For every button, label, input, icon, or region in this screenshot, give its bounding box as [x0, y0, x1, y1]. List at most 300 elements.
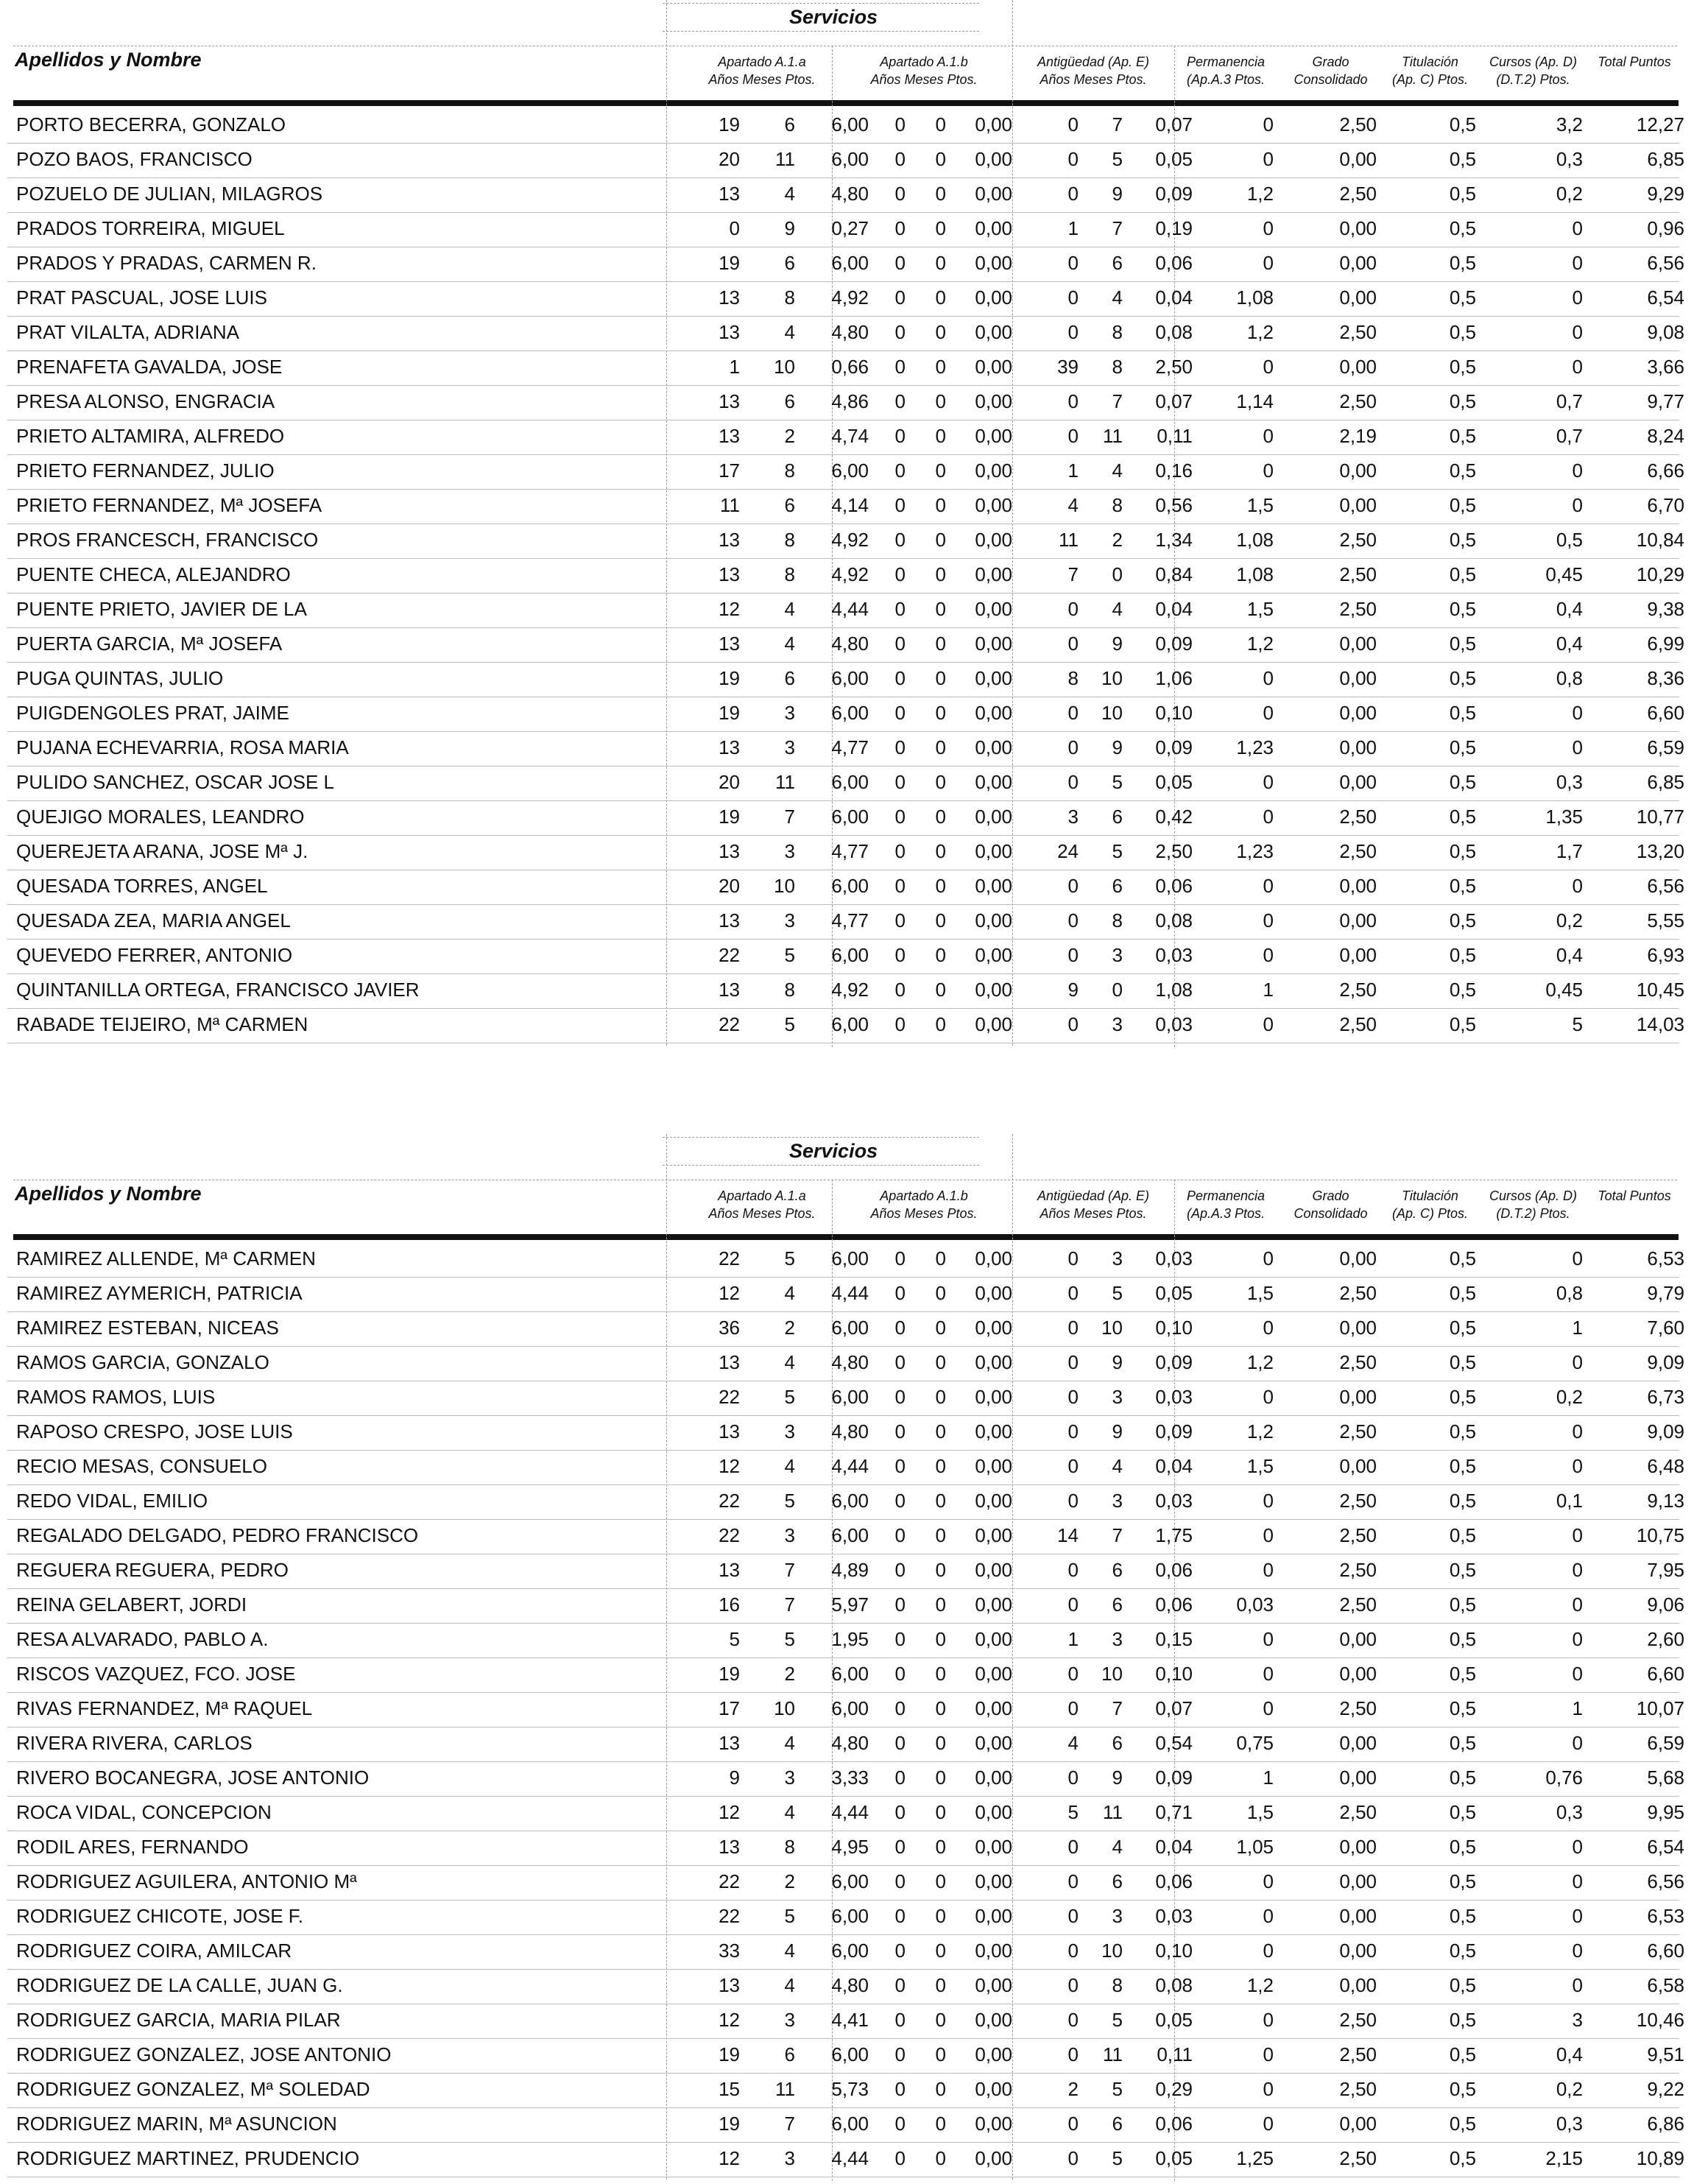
cell-grado: 2,50 — [1339, 183, 1377, 205]
cell-permanencia: 0 — [1263, 875, 1274, 897]
cell-titulacion: 0,5 — [1449, 2009, 1476, 2031]
cell-a1b-ptos: 0,00 — [975, 667, 1012, 689]
table-row — [0, 732, 1694, 767]
cell-a1a-ptos: 5,73 — [831, 2078, 869, 2100]
cell-a1b-meses: 0 — [935, 1420, 946, 1443]
cell-a1a-ptos: 6,00 — [831, 459, 869, 482]
cell-grado: 2,50 — [1339, 1282, 1377, 1304]
table-row — [0, 1935, 1694, 1970]
cell-antig-meses: 5 — [1112, 148, 1123, 170]
cell-a1a-anos: 13 — [719, 1974, 740, 1996]
cell-total: 6,58 — [1647, 1974, 1684, 1996]
cell-a1b-ptos: 0,00 — [975, 633, 1012, 655]
cell-a1b-anos: 0 — [894, 2009, 906, 2031]
cell-antig-ptos: 0,05 — [1155, 2009, 1193, 2031]
cell-a1a-meses: 5 — [784, 1905, 795, 1927]
cell-a1b-ptos: 0,00 — [975, 1697, 1012, 1719]
cell-antig-ptos: 0,08 — [1155, 1974, 1193, 1996]
table-row — [0, 1312, 1694, 1347]
cell-antig-anos: 0 — [1067, 2147, 1079, 2169]
cell-a1b-ptos: 0,00 — [975, 1628, 1012, 1650]
cell-a1b-anos: 0 — [894, 494, 906, 516]
cell-a1b-meses: 0 — [935, 633, 946, 655]
cell-a1b-anos: 0 — [894, 1317, 906, 1339]
cell-cursos: 0 — [1572, 1974, 1583, 1996]
column-header-a1b: Apartado A.1.b Años Meses Ptos. — [870, 54, 978, 87]
cell-a1b-meses: 0 — [935, 1455, 946, 1477]
cell-titulacion: 0,5 — [1449, 944, 1476, 966]
cell-a1b-anos: 0 — [894, 1628, 906, 1650]
cell-a1b-anos: 0 — [894, 979, 906, 1001]
cell-name: PRADOS TORREIRA, MIGUEL — [16, 217, 285, 239]
cell-a1a-meses: 4 — [784, 321, 795, 343]
cell-a1b-anos: 0 — [894, 217, 906, 239]
cell-permanencia: 0 — [1263, 356, 1274, 378]
cell-titulacion: 0,5 — [1449, 183, 1476, 205]
cell-a1a-anos: 13 — [719, 736, 740, 758]
table-row — [0, 1451, 1694, 1485]
cell-titulacion: 0,5 — [1449, 1386, 1476, 1408]
cell-antig-meses: 6 — [1112, 252, 1123, 274]
cell-antig-ptos: 0,05 — [1155, 771, 1193, 793]
cell-antig-anos: 0 — [1067, 2043, 1079, 2065]
cell-grado: 0,00 — [1339, 944, 1377, 966]
cell-grado: 2,50 — [1339, 529, 1377, 551]
cell-a1a-ptos: 4,44 — [831, 1282, 869, 1304]
cell-name: RODIL ARES, FERNANDO — [16, 1836, 249, 1858]
table-row — [0, 1693, 1694, 1727]
cell-antig-ptos: 0,09 — [1155, 1766, 1193, 1789]
cell-permanencia: 1,14 — [1236, 390, 1274, 412]
cell-a1b-anos: 0 — [894, 2043, 906, 2065]
cell-a1a-ptos: 6,00 — [831, 806, 869, 828]
cell-a1b-meses: 0 — [935, 1974, 946, 1996]
cell-total: 9,51 — [1647, 2043, 1684, 2065]
cell-antig-ptos: 1,75 — [1155, 1524, 1193, 1546]
cell-antig-ptos: 0,06 — [1155, 252, 1193, 274]
cell-cursos: 0 — [1572, 1905, 1583, 1927]
cell-a1b-ptos: 0,00 — [975, 598, 1012, 620]
cell-total: 9,06 — [1647, 1593, 1684, 1616]
cell-a1a-meses: 6 — [784, 494, 795, 516]
cell-antig-ptos: 0,10 — [1155, 1663, 1193, 1685]
table-row — [0, 559, 1694, 593]
cell-name: PORTO BECERRA, GONZALO — [16, 113, 286, 135]
table-row — [0, 178, 1694, 213]
cell-antig-meses: 6 — [1112, 2113, 1123, 2135]
cell-a1b-anos: 0 — [894, 563, 906, 585]
cell-total: 6,93 — [1647, 944, 1684, 966]
cell-a1b-meses: 0 — [935, 667, 946, 689]
cell-a1b-ptos: 0,00 — [975, 1282, 1012, 1304]
cell-a1a-ptos: 6,00 — [831, 1870, 869, 1892]
cell-a1a-ptos: 6,00 — [831, 1905, 869, 1927]
cell-total: 6,56 — [1647, 1870, 1684, 1892]
cell-name: RAMOS RAMOS, LUIS — [16, 1386, 216, 1408]
cell-antig-meses: 11 — [1103, 2043, 1123, 2065]
column-header-a1a: Apartado A.1.a Años Meses Ptos. — [708, 54, 816, 87]
cell-total: 7,60 — [1647, 1317, 1684, 1339]
cell-a1a-ptos: 6,00 — [831, 2043, 869, 2065]
table-row — [0, 420, 1694, 455]
cell-antig-ptos: 0,05 — [1155, 148, 1193, 170]
cell-grado: 2,50 — [1339, 113, 1377, 135]
cell-total: 0,96 — [1647, 217, 1684, 239]
cell-antig-meses: 9 — [1112, 1766, 1123, 1789]
cell-a1a-anos: 19 — [719, 252, 740, 274]
cell-antig-anos: 7 — [1067, 563, 1079, 585]
cell-a1b-ptos: 0,00 — [975, 979, 1012, 1001]
cell-a1b-meses: 0 — [935, 1593, 946, 1616]
cell-grado: 2,50 — [1339, 979, 1377, 1001]
cell-antig-ptos: 0,06 — [1155, 1559, 1193, 1581]
cell-name: PUGA QUINTAS, JULIO — [16, 667, 224, 689]
cell-grado: 0,00 — [1339, 875, 1377, 897]
cell-titulacion: 0,5 — [1449, 2113, 1476, 2135]
cell-antig-meses: 8 — [1112, 494, 1123, 516]
cell-a1a-anos: 19 — [719, 702, 740, 724]
cell-a1b-anos: 0 — [894, 252, 906, 274]
cell-a1b-ptos: 0,00 — [975, 1663, 1012, 1685]
cell-a1a-anos: 13 — [719, 1351, 740, 1373]
cell-a1b-anos: 0 — [894, 702, 906, 724]
cell-a1a-anos: 11 — [720, 494, 740, 516]
cell-antig-ptos: 0,10 — [1155, 1317, 1193, 1339]
cell-a1b-ptos: 0,00 — [975, 1420, 1012, 1443]
cell-a1b-anos: 0 — [894, 806, 906, 828]
table-row — [0, 490, 1694, 524]
cell-a1a-ptos: 4,92 — [831, 563, 869, 585]
cell-antig-ptos: 2,50 — [1155, 356, 1193, 378]
column-header-permanencia: Permanencia (Ap.A.3 Ptos. — [1186, 1188, 1266, 1221]
cell-antig-ptos: 0,09 — [1155, 1420, 1193, 1443]
cell-permanencia: 0 — [1263, 944, 1274, 966]
column-header-a1a: Apartado A.1.a Años Meses Ptos. — [708, 1188, 816, 1221]
cell-grado: 0,00 — [1339, 217, 1377, 239]
cell-permanencia: 1,08 — [1236, 286, 1274, 309]
cell-antig-anos: 4 — [1067, 1732, 1079, 1754]
cell-a1a-anos: 13 — [719, 321, 740, 343]
header-rule — [13, 1234, 1679, 1240]
cell-name: PRENAFETA GAVALDA, JOSE — [16, 356, 283, 378]
cell-a1a-anos: 13 — [719, 979, 740, 1001]
cell-cursos: 0,4 — [1556, 633, 1583, 655]
table-row — [0, 1347, 1694, 1381]
cell-a1a-meses: 6 — [784, 113, 795, 135]
cell-a1a-anos: 12 — [719, 2147, 740, 2169]
cell-a1a-meses: 2 — [784, 1870, 795, 1892]
cell-a1b-ptos: 0,00 — [975, 1836, 1012, 1858]
cell-grado: 2,50 — [1339, 1420, 1377, 1443]
cell-a1b-meses: 0 — [935, 1905, 946, 1927]
cell-a1b-meses: 0 — [935, 321, 946, 343]
cell-a1a-ptos: 4,44 — [831, 598, 869, 620]
cell-titulacion: 0,5 — [1449, 1836, 1476, 1858]
cell-antig-anos: 0 — [1067, 702, 1079, 724]
cell-a1a-anos: 13 — [719, 840, 740, 862]
cell-a1a-meses: 6 — [784, 390, 795, 412]
cell-a1a-ptos: 4,77 — [831, 736, 869, 758]
cell-grado: 0,00 — [1339, 1905, 1377, 1927]
cell-total: 6,56 — [1647, 875, 1684, 897]
cell-name: PRAT VILALTA, ADRIANA — [16, 321, 239, 343]
cell-permanencia: 1 — [1263, 1766, 1274, 1789]
cell-antig-ptos: 0,03 — [1155, 1490, 1193, 1512]
cell-cursos: 0,2 — [1556, 183, 1583, 205]
cell-a1a-anos: 12 — [719, 598, 740, 620]
cell-antig-ptos: 0,09 — [1155, 1351, 1193, 1373]
cell-cursos: 0 — [1572, 1663, 1583, 1685]
cell-a1a-ptos: 4,77 — [831, 909, 869, 931]
cell-titulacion: 0,5 — [1449, 840, 1476, 862]
table-row — [0, 593, 1694, 628]
cell-a1a-meses: 4 — [784, 1351, 795, 1373]
cell-permanencia: 0 — [1263, 1870, 1274, 1892]
cell-a1b-anos: 0 — [894, 1420, 906, 1443]
cell-antig-anos: 0 — [1067, 633, 1079, 655]
cell-antig-anos: 0 — [1067, 425, 1079, 447]
cell-antig-meses: 8 — [1112, 356, 1123, 378]
cell-a1a-meses: 3 — [784, 1420, 795, 1443]
cell-antig-meses: 3 — [1112, 944, 1123, 966]
cell-antig-meses: 5 — [1112, 2147, 1123, 2169]
cell-antig-anos: 0 — [1067, 286, 1079, 309]
cell-grado: 0,00 — [1339, 1628, 1377, 1650]
cell-antig-ptos: 0,04 — [1155, 1836, 1193, 1858]
cell-a1a-anos: 13 — [719, 529, 740, 551]
cell-antig-anos: 0 — [1067, 390, 1079, 412]
cell-antig-meses: 3 — [1112, 1905, 1123, 1927]
cell-total: 6,59 — [1647, 1732, 1684, 1754]
cell-total: 9,13 — [1647, 1490, 1684, 1512]
cell-permanencia: 0,03 — [1236, 1593, 1274, 1616]
cell-titulacion: 0,5 — [1449, 806, 1476, 828]
cell-titulacion: 0,5 — [1449, 1766, 1476, 1789]
cell-antig-anos: 1 — [1067, 459, 1079, 482]
cell-cursos: 0 — [1572, 1628, 1583, 1650]
cell-cursos: 0 — [1572, 1524, 1583, 1546]
cell-permanencia: 1,05 — [1236, 1836, 1274, 1858]
cell-cursos: 0 — [1572, 736, 1583, 758]
cell-a1b-anos: 0 — [894, 529, 906, 551]
cell-antig-meses: 6 — [1112, 1593, 1123, 1616]
cell-a1a-anos: 19 — [719, 113, 740, 135]
column-header-cursos: Cursos (Ap. D) (D.T.2) Ptos. — [1489, 1188, 1578, 1221]
cell-permanencia: 0 — [1263, 2113, 1274, 2135]
cell-grado: 2,50 — [1339, 321, 1377, 343]
cell-antig-ptos: 0,06 — [1155, 1870, 1193, 1892]
cell-a1a-anos: 22 — [719, 1905, 740, 1927]
cell-a1a-anos: 33 — [719, 1940, 740, 1962]
cell-antig-anos: 0 — [1067, 1905, 1079, 1927]
cell-titulacion: 0,5 — [1449, 217, 1476, 239]
header-rule — [13, 100, 1679, 106]
cell-a1b-meses: 0 — [935, 702, 946, 724]
cell-total: 9,77 — [1647, 390, 1684, 412]
cell-antig-meses: 8 — [1112, 1974, 1123, 1996]
cell-a1b-ptos: 0,00 — [975, 1801, 1012, 1823]
cell-a1b-meses: 0 — [935, 2147, 946, 2169]
cell-name: PUJANA ECHEVARRIA, ROSA MARIA — [16, 736, 349, 758]
cell-a1a-ptos: 6,00 — [831, 2113, 869, 2135]
cell-a1b-ptos: 0,00 — [975, 252, 1012, 274]
cell-grado: 0,00 — [1339, 1386, 1377, 1408]
table-row — [0, 905, 1694, 940]
cell-cursos: 3,2 — [1556, 113, 1583, 135]
table-row — [0, 974, 1694, 1009]
cell-antig-ptos: 0,10 — [1155, 1940, 1193, 1962]
cell-cursos: 0 — [1572, 1420, 1583, 1443]
cell-a1a-anos: 17 — [719, 459, 740, 482]
cell-name: PUENTE CHECA, ALEJANDRO — [16, 563, 291, 585]
cell-name: RODRIGUEZ GONZALEZ, JOSE ANTONIO — [16, 2043, 392, 2065]
cell-a1a-meses: 8 — [784, 459, 795, 482]
cell-a1a-ptos: 4,80 — [831, 1420, 869, 1443]
cell-name: RAMIREZ ALLENDE, Mª CARMEN — [16, 1247, 316, 1269]
cell-a1b-anos: 0 — [894, 1836, 906, 1858]
cell-a1a-ptos: 0,27 — [831, 217, 869, 239]
cell-antig-anos: 0 — [1067, 183, 1079, 205]
cell-a1b-ptos: 0,00 — [975, 1351, 1012, 1373]
cell-a1b-anos: 0 — [894, 1732, 906, 1754]
cell-titulacion: 0,5 — [1449, 1317, 1476, 1339]
cell-antig-anos: 8 — [1067, 667, 1079, 689]
cell-a1a-ptos: 4,92 — [831, 979, 869, 1001]
cell-antig-meses: 3 — [1112, 1490, 1123, 1512]
cell-a1a-ptos: 6,00 — [831, 1317, 869, 1339]
cell-cursos: 0,2 — [1556, 909, 1583, 931]
cell-antig-meses: 9 — [1112, 1351, 1123, 1373]
cell-titulacion: 0,5 — [1449, 1351, 1476, 1373]
cell-antig-meses: 5 — [1112, 840, 1123, 862]
cell-antig-anos: 0 — [1067, 1351, 1079, 1373]
cell-cursos: 0,76 — [1545, 1766, 1583, 1789]
cell-a1a-meses: 10 — [774, 1697, 795, 1719]
cell-antig-meses: 9 — [1112, 1420, 1123, 1443]
cell-antig-ptos: 0,03 — [1155, 1905, 1193, 1927]
cell-antig-ptos: 0,19 — [1155, 217, 1193, 239]
cell-antig-meses: 3 — [1112, 1013, 1123, 1035]
cell-a1a-ptos: 5,97 — [831, 1593, 869, 1616]
cell-a1b-anos: 0 — [894, 321, 906, 343]
cell-antig-meses: 7 — [1112, 113, 1123, 135]
cell-antig-anos: 1 — [1067, 217, 1079, 239]
cell-name: RODRIGUEZ AGUILERA, ANTONIO Mª — [16, 1870, 357, 1892]
cell-antig-meses: 5 — [1112, 1282, 1123, 1304]
cell-cursos: 0,4 — [1556, 2043, 1583, 2065]
cell-antig-anos: 0 — [1067, 944, 1079, 966]
cell-antig-meses: 6 — [1112, 806, 1123, 828]
cell-a1b-anos: 0 — [894, 736, 906, 758]
cell-total: 10,77 — [1636, 806, 1684, 828]
cell-a1b-anos: 0 — [894, 944, 906, 966]
table-row — [0, 2039, 1694, 2074]
cell-cursos: 1,35 — [1545, 806, 1583, 828]
cell-name: RODRIGUEZ GONZALEZ, Mª SOLEDAD — [16, 2078, 370, 2100]
table-row — [0, 1278, 1694, 1312]
column-header-permanencia: Permanencia (Ap.A.3 Ptos. — [1186, 54, 1266, 87]
cell-titulacion: 0,5 — [1449, 494, 1476, 516]
cell-a1a-anos: 12 — [719, 1282, 740, 1304]
cell-a1a-meses: 4 — [784, 1974, 795, 1996]
cell-total: 9,95 — [1647, 1801, 1684, 1823]
cell-total: 9,79 — [1647, 1282, 1684, 1304]
cell-a1a-anos: 5 — [729, 1628, 740, 1650]
cell-a1a-anos: 1 — [729, 356, 740, 378]
cell-total: 7,95 — [1647, 1559, 1684, 1581]
cell-total: 10,29 — [1636, 563, 1684, 585]
table-row — [0, 697, 1694, 732]
cell-a1a-meses: 7 — [784, 806, 795, 828]
table-row — [0, 1589, 1694, 1624]
cell-a1a-anos: 20 — [719, 771, 740, 793]
cell-a1b-anos: 0 — [894, 1455, 906, 1477]
cell-a1b-meses: 0 — [935, 1490, 946, 1512]
cell-name: RISCOS VAZQUEZ, FCO. JOSE — [16, 1663, 296, 1685]
cell-titulacion: 0,5 — [1449, 1801, 1476, 1823]
cell-permanencia: 1,5 — [1246, 1801, 1274, 1823]
cell-a1a-ptos: 6,00 — [831, 1013, 869, 1035]
cell-name: RODRIGUEZ CHICOTE, JOSE F. — [16, 1905, 304, 1927]
servicios-header: Servicios — [789, 1140, 878, 1162]
cell-grado: 2,19 — [1339, 425, 1377, 447]
cell-a1b-meses: 0 — [935, 1013, 946, 1035]
cell-a1b-ptos: 0,00 — [975, 148, 1012, 170]
cell-antig-meses: 10 — [1101, 667, 1123, 689]
table-row — [0, 628, 1694, 663]
cell-a1a-meses: 4 — [784, 1455, 795, 1477]
table-row — [0, 1658, 1694, 1693]
cell-permanencia: 0 — [1263, 909, 1274, 931]
cell-titulacion: 0,5 — [1449, 1628, 1476, 1650]
cell-a1b-anos: 0 — [894, 1247, 906, 1269]
cell-a1a-meses: 3 — [784, 736, 795, 758]
cell-a1b-ptos: 0,00 — [975, 286, 1012, 309]
cell-cursos: 0 — [1572, 875, 1583, 897]
cell-titulacion: 0,5 — [1449, 1490, 1476, 1512]
cell-antig-anos: 0 — [1067, 1940, 1079, 1962]
cell-a1a-anos: 13 — [719, 390, 740, 412]
cell-a1a-meses: 11 — [775, 771, 795, 793]
cell-a1b-anos: 0 — [894, 1282, 906, 1304]
column-header-total: Total Puntos — [1598, 54, 1671, 69]
cell-a1b-ptos: 0,00 — [975, 217, 1012, 239]
cell-a1a-ptos: 4,80 — [831, 1974, 869, 1996]
cell-grado: 0,00 — [1339, 1940, 1377, 1962]
cell-a1a-meses: 4 — [784, 183, 795, 205]
cell-a1a-anos: 17 — [719, 1697, 740, 1719]
cell-a1b-anos: 0 — [894, 1766, 906, 1789]
cell-antig-meses: 8 — [1112, 909, 1123, 931]
cell-name: REGALADO DELGADO, PEDRO FRANCISCO — [16, 1524, 419, 1546]
cell-a1b-meses: 0 — [935, 771, 946, 793]
cell-antig-anos: 0 — [1067, 1836, 1079, 1858]
cell-a1b-meses: 0 — [935, 2078, 946, 2100]
cell-cursos: 0,5 — [1556, 529, 1583, 551]
cell-a1a-meses: 4 — [784, 1940, 795, 1962]
cell-a1a-meses: 9 — [784, 217, 795, 239]
cell-grado: 0,00 — [1339, 356, 1377, 378]
cell-antig-anos: 0 — [1067, 2113, 1079, 2135]
cell-a1b-meses: 0 — [935, 2009, 946, 2031]
cell-cursos: 0 — [1572, 1455, 1583, 1477]
cell-cursos: 0 — [1572, 1593, 1583, 1616]
table-row — [0, 144, 1694, 178]
cell-titulacion: 0,5 — [1449, 1559, 1476, 1581]
cell-permanencia: 0 — [1263, 459, 1274, 482]
cell-antig-ptos: 1,08 — [1155, 979, 1193, 1001]
cell-a1b-ptos: 0,00 — [975, 321, 1012, 343]
